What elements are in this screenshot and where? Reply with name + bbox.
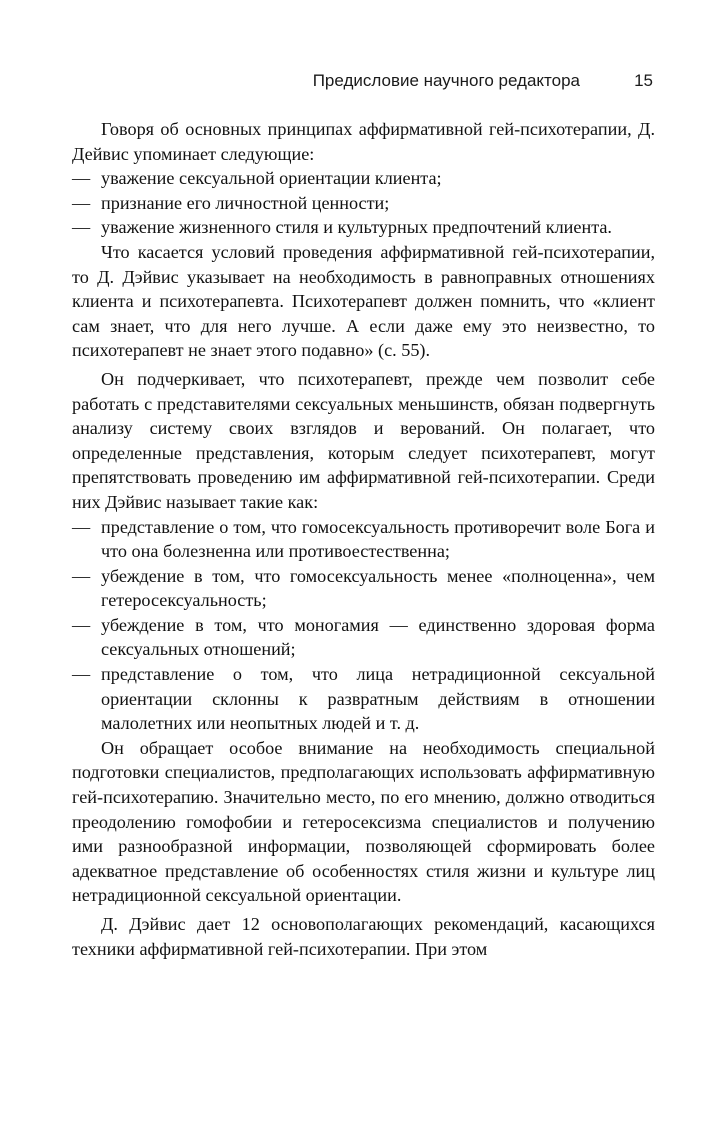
paragraph-principles: Говоря об основных принципах аффирмативной гей-психотерапии, Д. Дейвис упоминает следующие: <box>72 119 655 164</box>
list-beliefs <box>72 515 655 736</box>
list-item-text: уважение сексуальной ориентации клиента; <box>101 168 442 189</box>
body-text <box>72 117 655 961</box>
list-item <box>72 564 655 613</box>
list-item <box>72 191 655 216</box>
list-item-text: представление о том, что лица нетрадиционной сексуальной ориентации склонны к развратным действиям в отношении малолетних или неопытных людей и т. д. <box>101 664 655 734</box>
list-item <box>72 662 655 736</box>
list-item-text: убеждение в том, что моногамия — единственно здоровая форма сексуальных отношений; <box>101 614 655 660</box>
page-number: 15 <box>634 71 653 90</box>
list-principles <box>72 166 655 240</box>
paragraph-recommendations: Д. Дэйвис дает 12 основополагающих рекомендаций, касающихся техники аффирмативной гей-психотерапии. При этом <box>72 914 655 959</box>
dash-marker: — <box>72 565 91 586</box>
dash-marker: — <box>72 168 91 189</box>
dash-marker: — <box>72 516 91 537</box>
paragraph-training: Он обращает особое внимание на необходимость специальной подготовки специалистов, предполагающих использовать аффирмативную гей-психотерапию. Значительно место, по его мнению, должно отводиться преодолению гомофобии и гетеросексизма специалистов и получению ими разнообразной информации, позволяющей сформировать более адекватное представление об особенностях стиля жизни и культуре лиц нетрадиционной сексуальной ориентации. <box>72 737 655 906</box>
list-item-text: уважение жизненного стиля и культурных предпочтений клиента. <box>101 217 612 238</box>
paragraph-conditions: Что касается условий проведения аффирмативной гей-психотерапии, то Д. Дэйвис указывает на необходимость в равноправных отношениях клиента и психотерапевта. Психотерапевт должен помнить, что «клиент сам знает, что для него лучше. А если даже ему это неизвестно, то психотерапевт не знает этого подавно» (с. 55). <box>72 241 655 361</box>
dash-marker: — <box>72 192 91 213</box>
list-item <box>72 515 655 564</box>
list-item <box>72 166 655 191</box>
dash-marker: — <box>72 614 91 635</box>
running-title: Предисловие научного редактора <box>312 71 580 90</box>
list-item-text: убеждение в том, что гомосексуальность менее «полноценна», чем гетеросексуальность; <box>101 565 655 611</box>
list-item <box>72 613 655 662</box>
dash-marker: — <box>72 664 91 685</box>
dash-marker: — <box>72 217 91 238</box>
list-item-text: представление о том, что гомосексуальность противоречит воле Бога и что она болезненна или противоестественна; <box>101 516 655 562</box>
paragraph-beliefs: Он подчеркивает, что психотерапевт, прежде чем позволит себе работать с представителями сексуальных меньшинств, обязан подвергнуть анализу систему своих взглядов и верований. Он полагает, что определенные представления, которым следует психотерапевт, могут препятствовать проведению им аффирмативной гей-психотерапии. Среди них Дэйвис называет такие как: <box>72 368 655 512</box>
list-item-text: признание его личностной ценности; <box>101 192 390 213</box>
list-item <box>72 215 655 240</box>
